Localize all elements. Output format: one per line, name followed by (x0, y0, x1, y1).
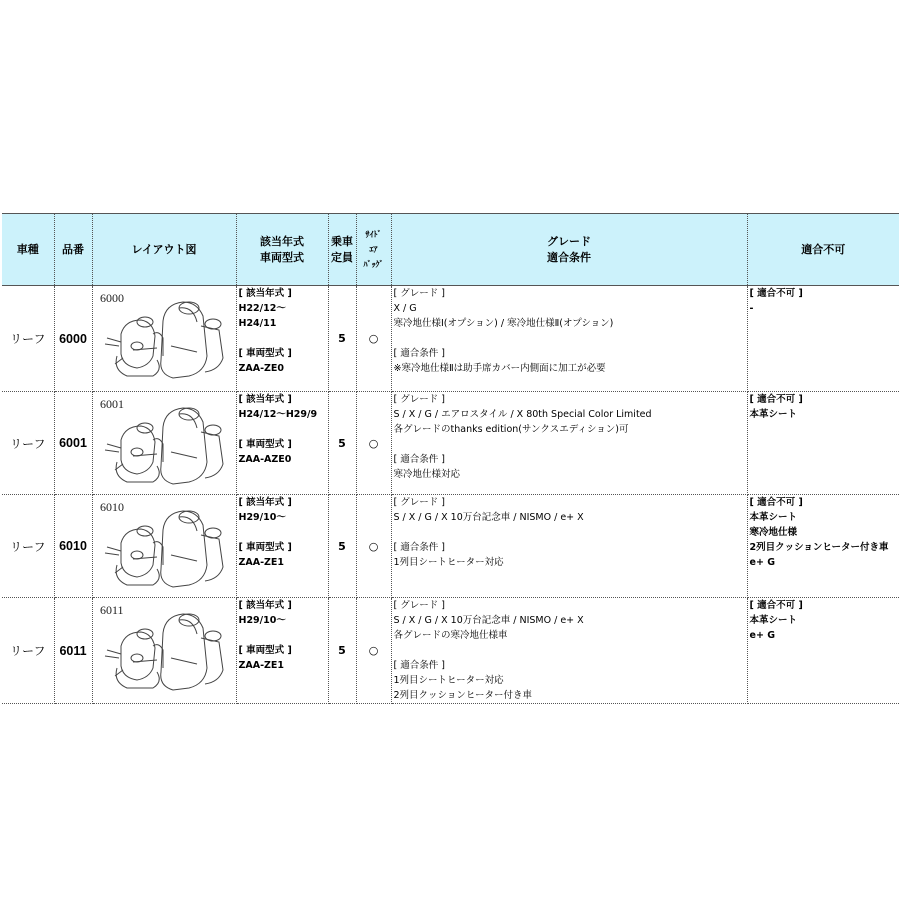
side-airbag-mark: ○ (368, 644, 379, 657)
text-line: 2列目クッションヒーター付き車 (393, 690, 532, 701)
text-line: H29/10～ (238, 615, 286, 626)
part-number-cell (54, 495, 92, 598)
text-line: 本革シート (749, 615, 798, 626)
side-airbag-mark: ○ (368, 332, 379, 345)
text-line: [ 車両型式 ] (238, 439, 292, 450)
car-type-cell (2, 495, 54, 598)
text-line: H29/10～ (238, 512, 286, 523)
text-line: S / X / G / エアロスタイル / X 80th Special Color Limited (393, 409, 652, 420)
seat-outline-icon (105, 408, 223, 484)
year-model-cell (236, 495, 328, 598)
seat-outline-icon (105, 302, 223, 378)
car-type: リーフ (10, 539, 46, 554)
text-line: [ 該当年式 ] (238, 394, 292, 405)
text-line: 本革シート (749, 512, 798, 523)
text-line: [ 該当年式 ] (238, 497, 292, 508)
side-airbag-cell (356, 392, 391, 495)
part-number: 6011 (59, 643, 87, 658)
text-line: H22/12～ (238, 303, 286, 314)
header-incompatible: 適合不可 (747, 214, 899, 286)
car-type: リーフ (10, 644, 46, 658)
text-line: H24/11 (238, 318, 277, 329)
text-line (237, 422, 328, 437)
seat-outline-icon (105, 511, 223, 587)
side-airbag-cell (356, 286, 391, 392)
header-layout: レイアウト図 (92, 214, 236, 286)
layout-diagram-cell (92, 495, 236, 598)
incompatible-cell (747, 286, 899, 392)
text-line: 寒冷地仕様Ⅰ(オプション) / 寒冷地仕様Ⅱ(オプション) (393, 318, 614, 329)
layout-diagram-cell (92, 286, 236, 392)
text-line: [ 該当年式 ] (238, 600, 292, 611)
seat-layout-diagram (93, 392, 237, 494)
text-line: e+ G (749, 630, 776, 641)
seat-outline-icon (105, 614, 223, 690)
part-number: 6010 (59, 539, 87, 553)
incompatible-cell (747, 392, 899, 495)
text-line: [ グレード ] (393, 394, 445, 405)
fitment-table (2, 213, 899, 704)
text-line: S / X / G / X 10万台記念車 / NISMO / e+ X (393, 512, 584, 523)
part-number-cell (54, 598, 92, 704)
car-type-cell (2, 598, 54, 704)
seating-capacity: 5 (338, 436, 346, 450)
incompatible-cell (747, 495, 899, 598)
text-line (392, 525, 747, 540)
text-line: [ 適合不可 ] (749, 394, 803, 405)
grade-cell (391, 392, 747, 495)
text-line: [ グレード ] (393, 497, 445, 508)
layout-diagram-cell (92, 392, 236, 495)
text-line (392, 437, 747, 452)
text-line: [ 適合不可 ] (749, 288, 803, 299)
seating-capacity: 5 (338, 539, 346, 553)
text-line: [ 適合不可 ] (749, 600, 803, 611)
text-line: [ 適合条件 ] (393, 542, 445, 553)
text-line: ※寒冷地仕様Ⅱは助手席カバー内側面に加工が必要 (393, 363, 606, 374)
text-line: H24/12～H29/9 (238, 409, 318, 420)
header-car-type: 車種 (2, 214, 54, 286)
car-type-cell (2, 286, 54, 392)
layout-diagram-cell (92, 598, 236, 704)
text-line: [ 適合条件 ] (393, 660, 445, 671)
text-line (392, 331, 747, 346)
part-number-cell (54, 286, 92, 392)
side-airbag-mark: ○ (368, 539, 379, 553)
part-number-cell (54, 392, 92, 495)
seat-layout-diagram (93, 495, 237, 597)
side-airbag-cell (356, 495, 391, 598)
header-year-model: 該当年式 車両型式 (236, 214, 328, 286)
incompatible-cell (747, 598, 899, 704)
part-number: 6001 (59, 436, 87, 450)
text-line (237, 331, 328, 346)
capacity-cell (328, 598, 356, 704)
side-airbag-cell (356, 598, 391, 704)
text-line: 寒冷地仕様 (749, 527, 798, 538)
capacity-cell (328, 495, 356, 598)
text-line (392, 643, 747, 658)
text-line: ZAA-ZE1 (238, 660, 285, 671)
year-model-cell (236, 392, 328, 495)
text-line: [ 車両型式 ] (238, 542, 292, 553)
text-line (237, 525, 328, 540)
layout-diagram-label: 6001 (99, 397, 124, 411)
text-line: ZAA-ZE0 (238, 363, 285, 374)
text-line: [ 適合条件 ] (393, 348, 445, 359)
text-line: - (749, 303, 754, 314)
grade-cell (391, 286, 747, 392)
text-line: [ 車両型式 ] (238, 348, 292, 359)
text-line: [ 適合不可 ] (749, 497, 803, 508)
layout-diagram-label: 6010 (99, 500, 124, 514)
side-airbag-mark: ○ (368, 436, 379, 450)
car-type-cell (2, 392, 54, 495)
year-model-cell (236, 286, 328, 392)
seat-layout-diagram (93, 598, 237, 700)
header-side-airbag: ｻｲﾄﾞ ｴｱ ﾊﾞｯｸﾞ (356, 214, 391, 286)
text-line: [ グレード ] (393, 600, 445, 611)
text-line: e+ G (749, 557, 776, 568)
header-capacity: 乗車 定員 (328, 214, 356, 286)
text-line: [ 該当年式 ] (238, 288, 292, 299)
text-line (237, 628, 328, 643)
grade-cell (391, 598, 747, 704)
text-line: ZAA-AZE0 (238, 454, 292, 465)
part-number: 6000 (59, 331, 87, 346)
seating-capacity: 5 (338, 644, 346, 657)
header-part-number: 品番 (54, 214, 92, 286)
text-line: [ グレード ] (393, 288, 445, 299)
capacity-cell (328, 392, 356, 495)
text-line: 2列目クッションヒーター付き車 (749, 542, 889, 553)
year-model-cell (236, 598, 328, 704)
text-line: 1列目シートヒーター対応 (393, 675, 504, 686)
grade-cell (391, 495, 747, 598)
table-row-6010 (2, 495, 899, 598)
text-line: 各グレードの寒冷地仕様車 (393, 630, 508, 641)
text-line: X / G (393, 303, 417, 314)
seating-capacity: 5 (338, 332, 346, 345)
header-grade: グレード 適合条件 (391, 214, 747, 286)
text-line: 各グレードのthanks edition(サンクスエディション)可 (393, 424, 629, 435)
text-line: 1列目シートヒーター対応 (393, 557, 504, 568)
capacity-cell (328, 286, 356, 392)
table-row-6001 (2, 392, 899, 495)
text-line: [ 車両型式 ] (238, 645, 292, 656)
text-line: S / X / G / X 10万台記念車 / NISMO / e+ X (393, 615, 584, 626)
text-line: 寒冷地仕様対応 (393, 469, 461, 480)
car-type: リーフ (10, 436, 46, 451)
text-line: ZAA-ZE1 (238, 557, 285, 568)
text-line: [ 適合条件 ] (393, 454, 445, 465)
header-row (2, 214, 899, 286)
car-type: リーフ (10, 332, 46, 346)
text-line: 本革シート (749, 409, 798, 420)
layout-diagram-label: 6011 (99, 603, 124, 617)
table-row-6011 (2, 598, 899, 704)
table-row-6000 (2, 286, 899, 392)
layout-diagram-label: 6000 (99, 291, 124, 305)
seat-layout-diagram (93, 286, 237, 388)
